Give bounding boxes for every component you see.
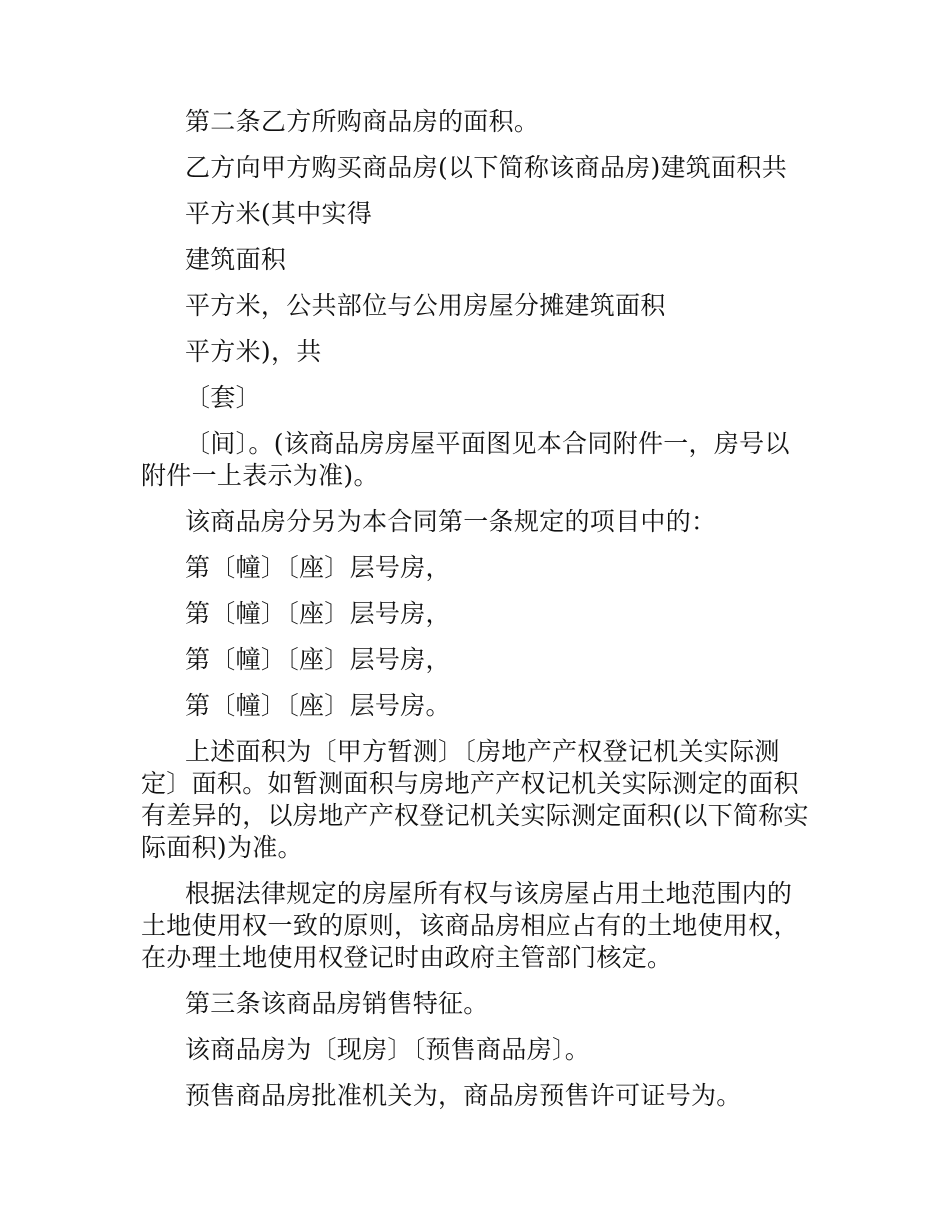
paragraph-project-items: 该商品房分另为本合同第一条规定的项目中的： — [185, 507, 717, 536]
paragraph-building-area: 乙方向甲方购买商品房(以下简称该商品房)建筑面积共 — [185, 153, 788, 182]
paragraph-set: 〔套〕 — [185, 383, 261, 412]
article-2-heading: 第二条乙方所购商品房的面积。 — [185, 107, 540, 136]
paragraph-square-meters-actual: 平方米(其中实得 — [185, 199, 373, 228]
paragraph-room-floorplan: 〔间〕。(该商品房房屋平面图见本合同附件一，房号以附件一上表示为准)。 — [141, 429, 790, 490]
paragraph-area-measurement: 上述面积为〔甲方暂测〕〔房地产产权登记机关实际测定〕面积。如暂测面积与房地产产权记机关实际测定的面积有差异的，以房地产产权登记机关实际测定面积(以下简称实际面积)为准。 — [141, 737, 809, 862]
paragraph-construction-area: 建筑面积 — [185, 245, 287, 274]
paragraph-unit-2: 第〔幢〕〔座〕层号房， — [185, 599, 451, 628]
paragraph-house-type: 该商品房为〔现房〕〔预售商品房〕。 — [185, 1035, 591, 1064]
paragraph-shared-area: 平方米，公共部位与公用房屋分摊建筑面积 — [185, 291, 666, 320]
article-3-heading: 第三条该商品房销售特征。 — [185, 989, 489, 1018]
document-body — [141, 106, 813, 1126]
paragraph-unit-3: 第〔幢〕〔座〕层号房， — [185, 645, 451, 674]
paragraph-square-meters-total: 平方米)，共 — [185, 337, 322, 366]
paragraph-land-use-right: 根据法律规定的房屋所有权与该房屋占用土地范围内的土地使用权一致的原则，该商品房相应占有的土地使用权，在办理土地使用权登记时由政府主管部门核定。 — [141, 879, 799, 972]
paragraph-unit-1: 第〔幢〕〔座〕层号房， — [185, 553, 451, 582]
paragraph-unit-4: 第〔幢〕〔座〕层号房。 — [185, 691, 451, 720]
paragraph-presale-license: 预售商品房批准机关为，商品房预售许可证号为。 — [185, 1081, 742, 1110]
